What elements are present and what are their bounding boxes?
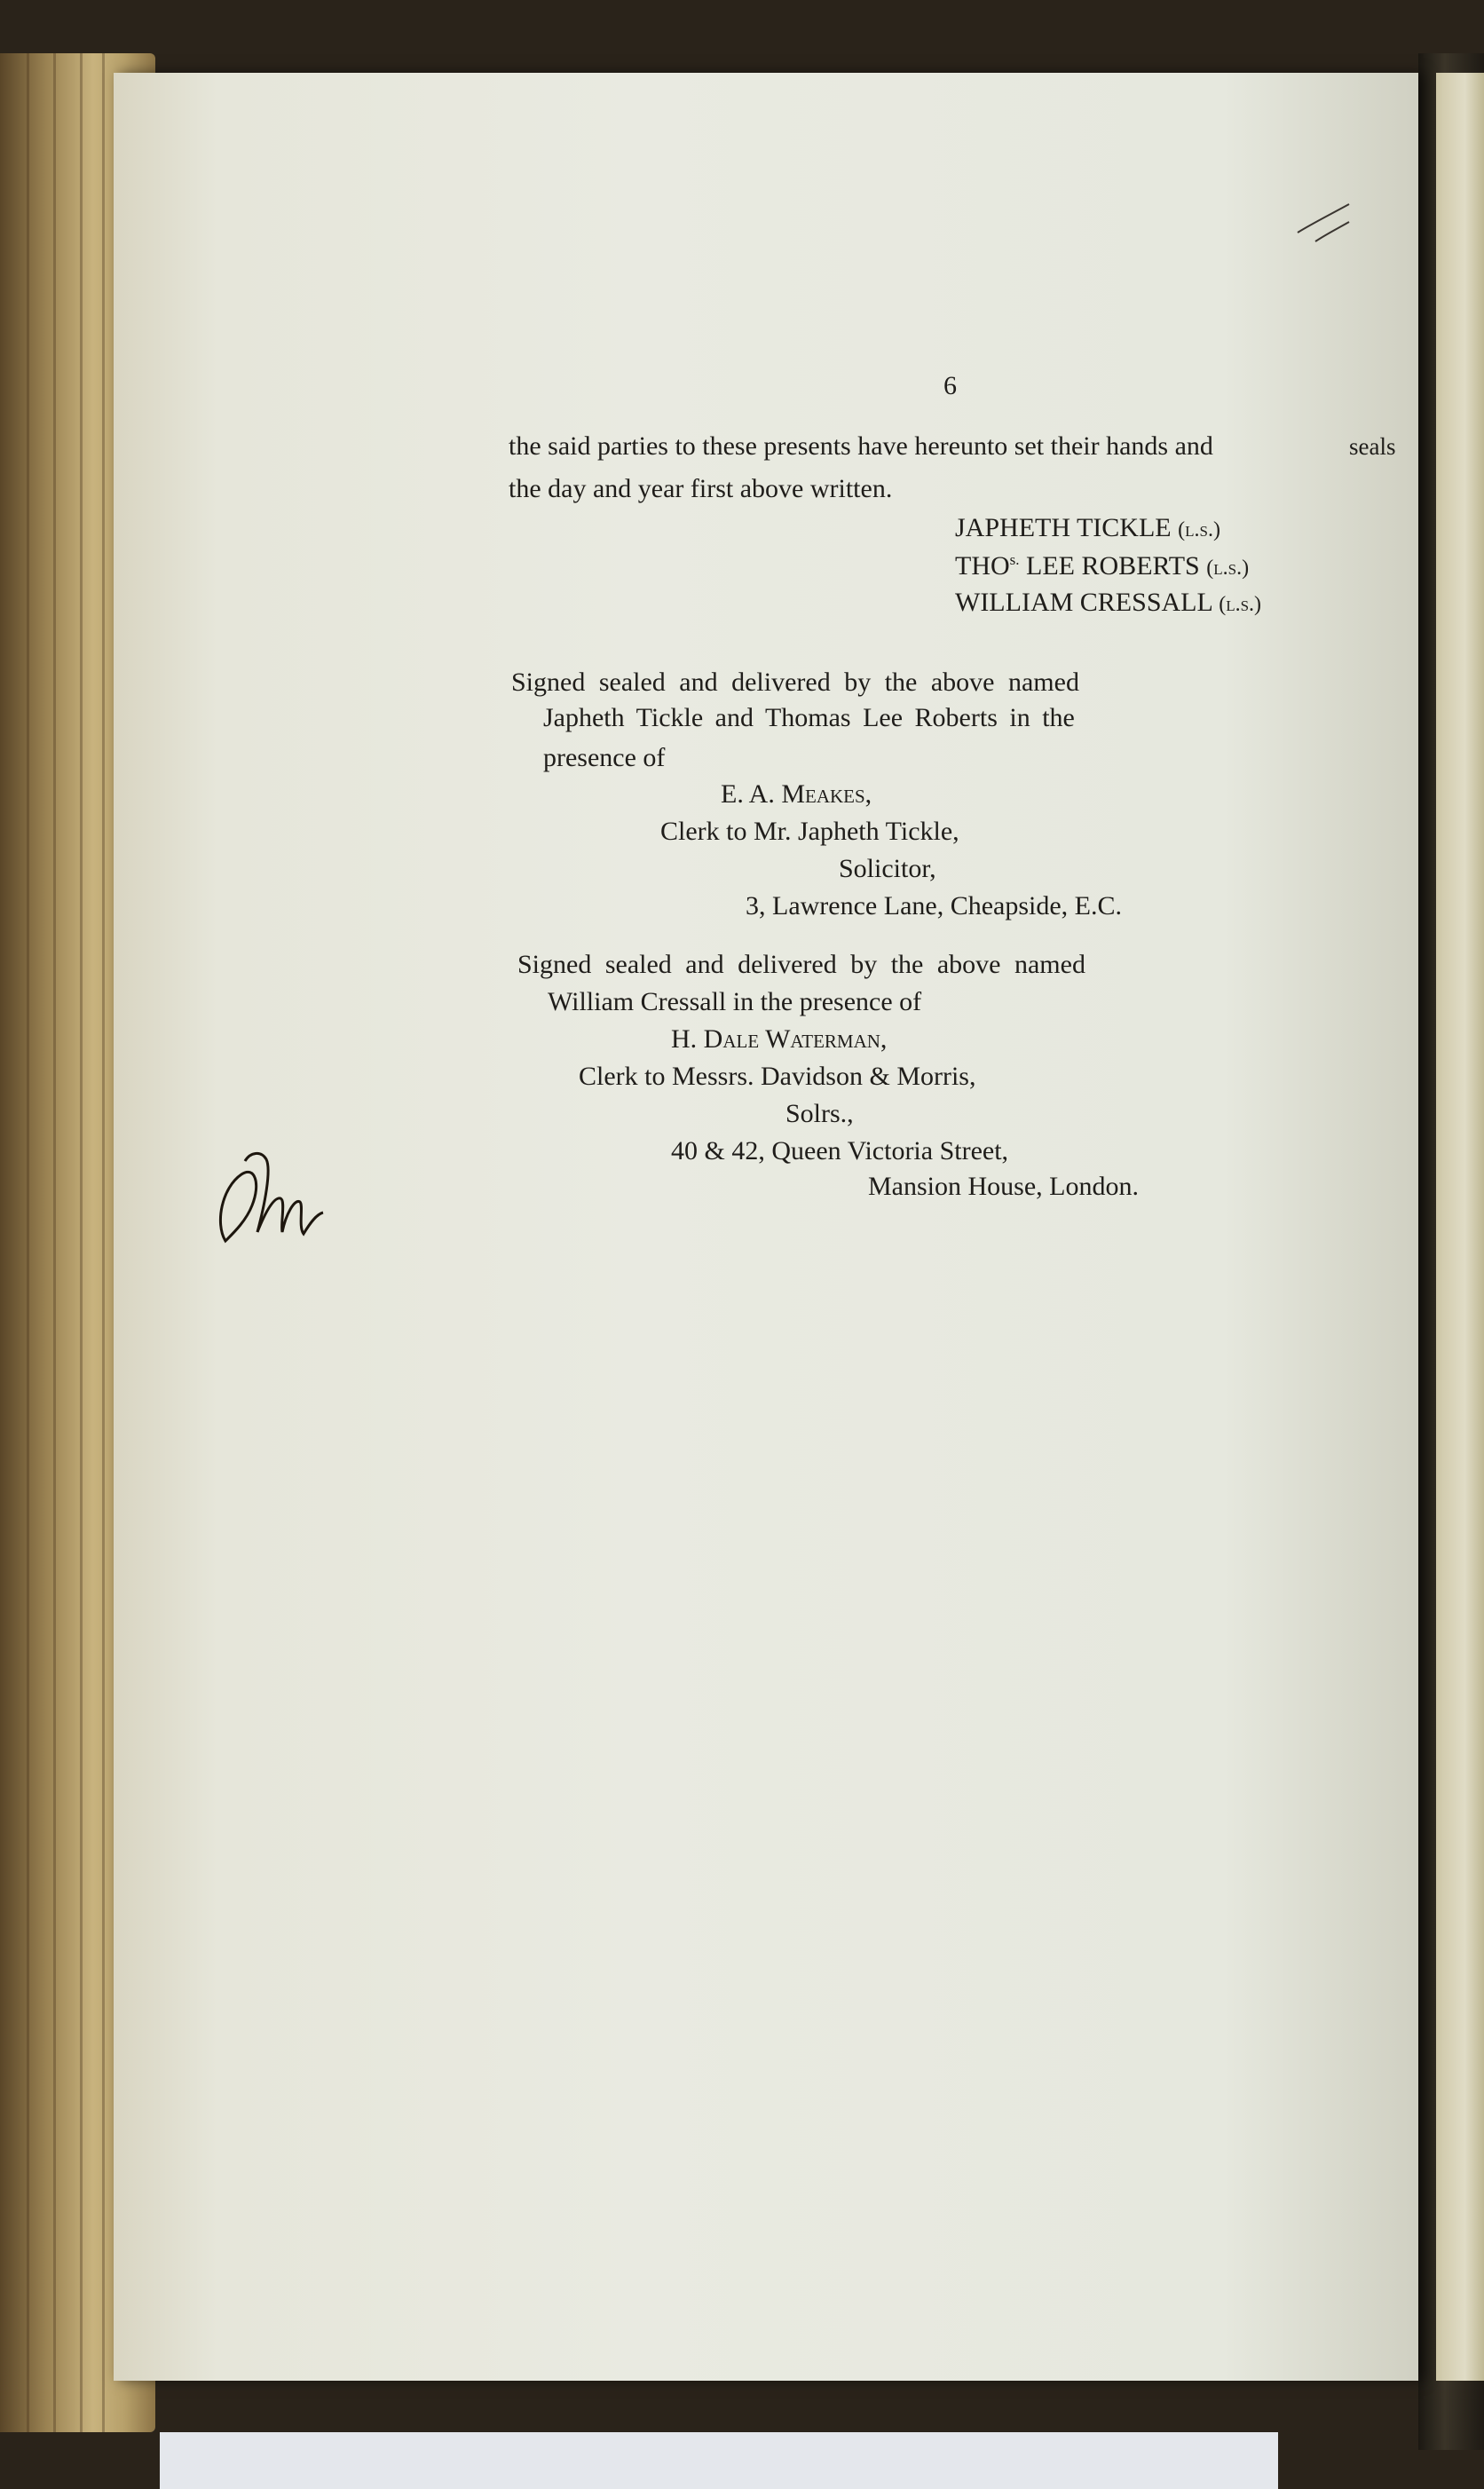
signatory-2-name-post: LEE ROBERTS	[1019, 551, 1200, 581]
pencil-mark	[1294, 197, 1356, 250]
opening-line-1: the said parties to these presents have hereunto set their hands and	[509, 431, 1213, 461]
witness2-title: Clerk to Messrs. Davidson & Morris,	[579, 1062, 976, 1091]
witness1-line-1: Signed sealed and delivered by the above named	[511, 668, 1079, 697]
signatory-1	[955, 515, 1220, 541]
signatory-2-name-sup: s.	[1009, 551, 1020, 568]
signatory-3	[955, 589, 1261, 616]
witness2-line-2: William Cressall in the presence of	[548, 987, 922, 1016]
page-number: 6	[943, 371, 957, 400]
background-cloth	[160, 2432, 1278, 2489]
witness2-address-1: 40 & 42, Queen Victoria Street,	[671, 1136, 1009, 1165]
opening-line-1-end: seals	[1349, 433, 1396, 460]
witness1-line-2: Japheth Tickle and Thomas Lee Roberts in the	[543, 703, 1075, 732]
witness1-address: 3, Lawrence Lane, Cheapside, E.C.	[746, 891, 1122, 921]
facing-page-edge	[1436, 73, 1484, 2381]
witness1-title: Clerk to Mr. Japheth Tickle,	[660, 817, 959, 846]
signatory-2-name-pre: THO	[955, 551, 1010, 581]
witness2-line-1: Signed sealed and delivered by the above named	[517, 950, 1085, 979]
witness1-name: E. A. Meakes,	[721, 779, 872, 809]
witness2-role: Solrs.,	[785, 1099, 854, 1128]
witness1-role: Solicitor,	[839, 854, 936, 883]
witness1-line-3: presence of	[543, 743, 666, 772]
signatory-2-seal: (l.s.)	[1206, 557, 1250, 580]
signatory-1-seal: (l.s.)	[1178, 518, 1220, 541]
signatory-3-name: WILLIAM CRESSALL	[955, 588, 1212, 617]
witness2-address-2: Mansion House, London.	[868, 1172, 1139, 1201]
signatory-1-name: JAPHETH TICKLE	[955, 513, 1172, 542]
witness2-name: H. Dale Waterman,	[671, 1024, 888, 1054]
signatory-3-seal: (l.s.)	[1219, 593, 1262, 616]
opening-line-2: the day and year first above written.	[509, 474, 893, 503]
handwritten-initials-signature	[206, 1134, 330, 1250]
signatory-2	[955, 552, 1249, 580]
